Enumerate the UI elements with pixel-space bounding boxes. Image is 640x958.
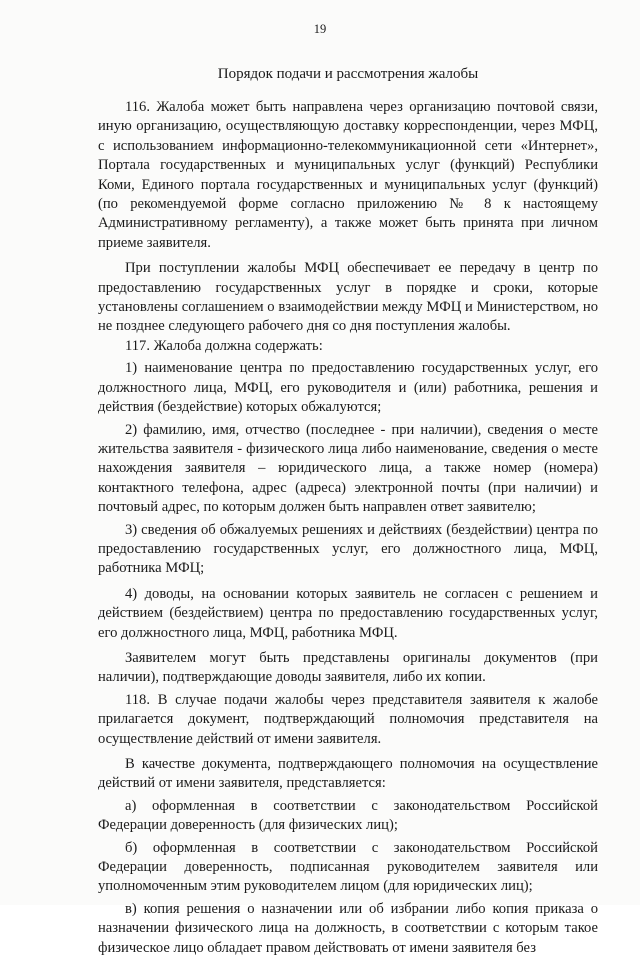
paragraph-118: 118. В случае подачи жалобы через представителя заявителя к жалобе прилагается документ, подтверждающий полномочия представителя на осуществление действий от имени заявителя. xyxy=(98,691,598,747)
paragraph-117: 117. Жалоба должна содержать: xyxy=(125,337,323,354)
paragraph-authority-docs: В качестве документа, подтверждающего полномочия на осуществление действий от имени заявителя, представляется: xyxy=(98,756,598,792)
paragraph-item-a: а) оформленная в соответствии с законодательством Российской Федерации доверенность (для физических лиц); xyxy=(98,797,598,834)
page-number: 19 xyxy=(313,22,327,36)
paragraph-117-item-1: 1) наименование центра по предоставлению государственных услуг, его должностного лица, МФЦ, его руководителя и (или) работника, решения и действия (бездействие) которых обжалуются; xyxy=(98,360,598,416)
paragraph-item-v: в) копия решения о назначении или об избрании либо копия приказа о назначении физического лица на должность, в соответствии с которым такое физическое лицо обладает правом действовать от имени заявителя без xyxy=(98,900,598,956)
paragraph-116: 116. Жалоба может быть направлена через организацию почтовой связи, иную организацию, осуществляющую доставку корреспонденции, через МФЦ, с использованием информационно-телекоммуникационной сети «Интернет», Портала государственных и муниципальных услуг (функций) Республики Коми, Единого портала государственных и муниципальных услуг (функций) (по рекомендуемой форме согласно приложению № 8 к настоящему Административному регламенту), а также может быть принята при личном приеме заявителя. xyxy=(98,99,598,251)
paragraph-item-b: б) оформленная в соответствии с законодательством Российской Федерации доверенность, подписанная руководителем заявителя или уполномоченным этим руководителем лицом (для юридических лиц); xyxy=(98,839,598,895)
paragraph-117-item-3: 3) сведения об обжалуемых решениях и действиях (бездействии) центра по предоставлению государственных услуг, его должностного лица, МФЦ, работника МФЦ; xyxy=(98,521,598,577)
paragraph-originals: Заявителем могут быть представлены оригиналы документов (при наличии), подтверждающие доводы заявителя, либо их копии. xyxy=(98,649,598,686)
paragraph-117-item-2: 2) фамилию, имя, отчество (последнее - при наличии), сведения о месте жительства заявителя - физического лица либо наименование, сведения о месте нахождения заявителя – юридического лица, а также номер (номера) контактного телефона, адрес (адреса) электронной почты (при наличии) и почтовый адрес, по которым должен быть направлен ответ заявителю; xyxy=(98,421,598,516)
section-title: Порядок подачи и рассмотрения жалобы xyxy=(217,66,479,82)
paragraph-117-item-4: 4) доводы, на основании которых заявитель не согласен с решением и действием (бездействием) центра по предоставлению государственных услуг, его должностного лица, МФЦ, работника МФЦ. xyxy=(98,585,598,641)
body-text xyxy=(98,98,598,958)
paragraph-mfc-transfer: При поступлении жалобы МФЦ обеспечивает ее передачу в центр по предоставлению государственных услуг в порядке и сроки, которые установлены соглашением о взаимодействии между МФЦ и Министерством, но не позднее следующего рабочего дня со дня поступления жалобы. xyxy=(98,260,598,335)
